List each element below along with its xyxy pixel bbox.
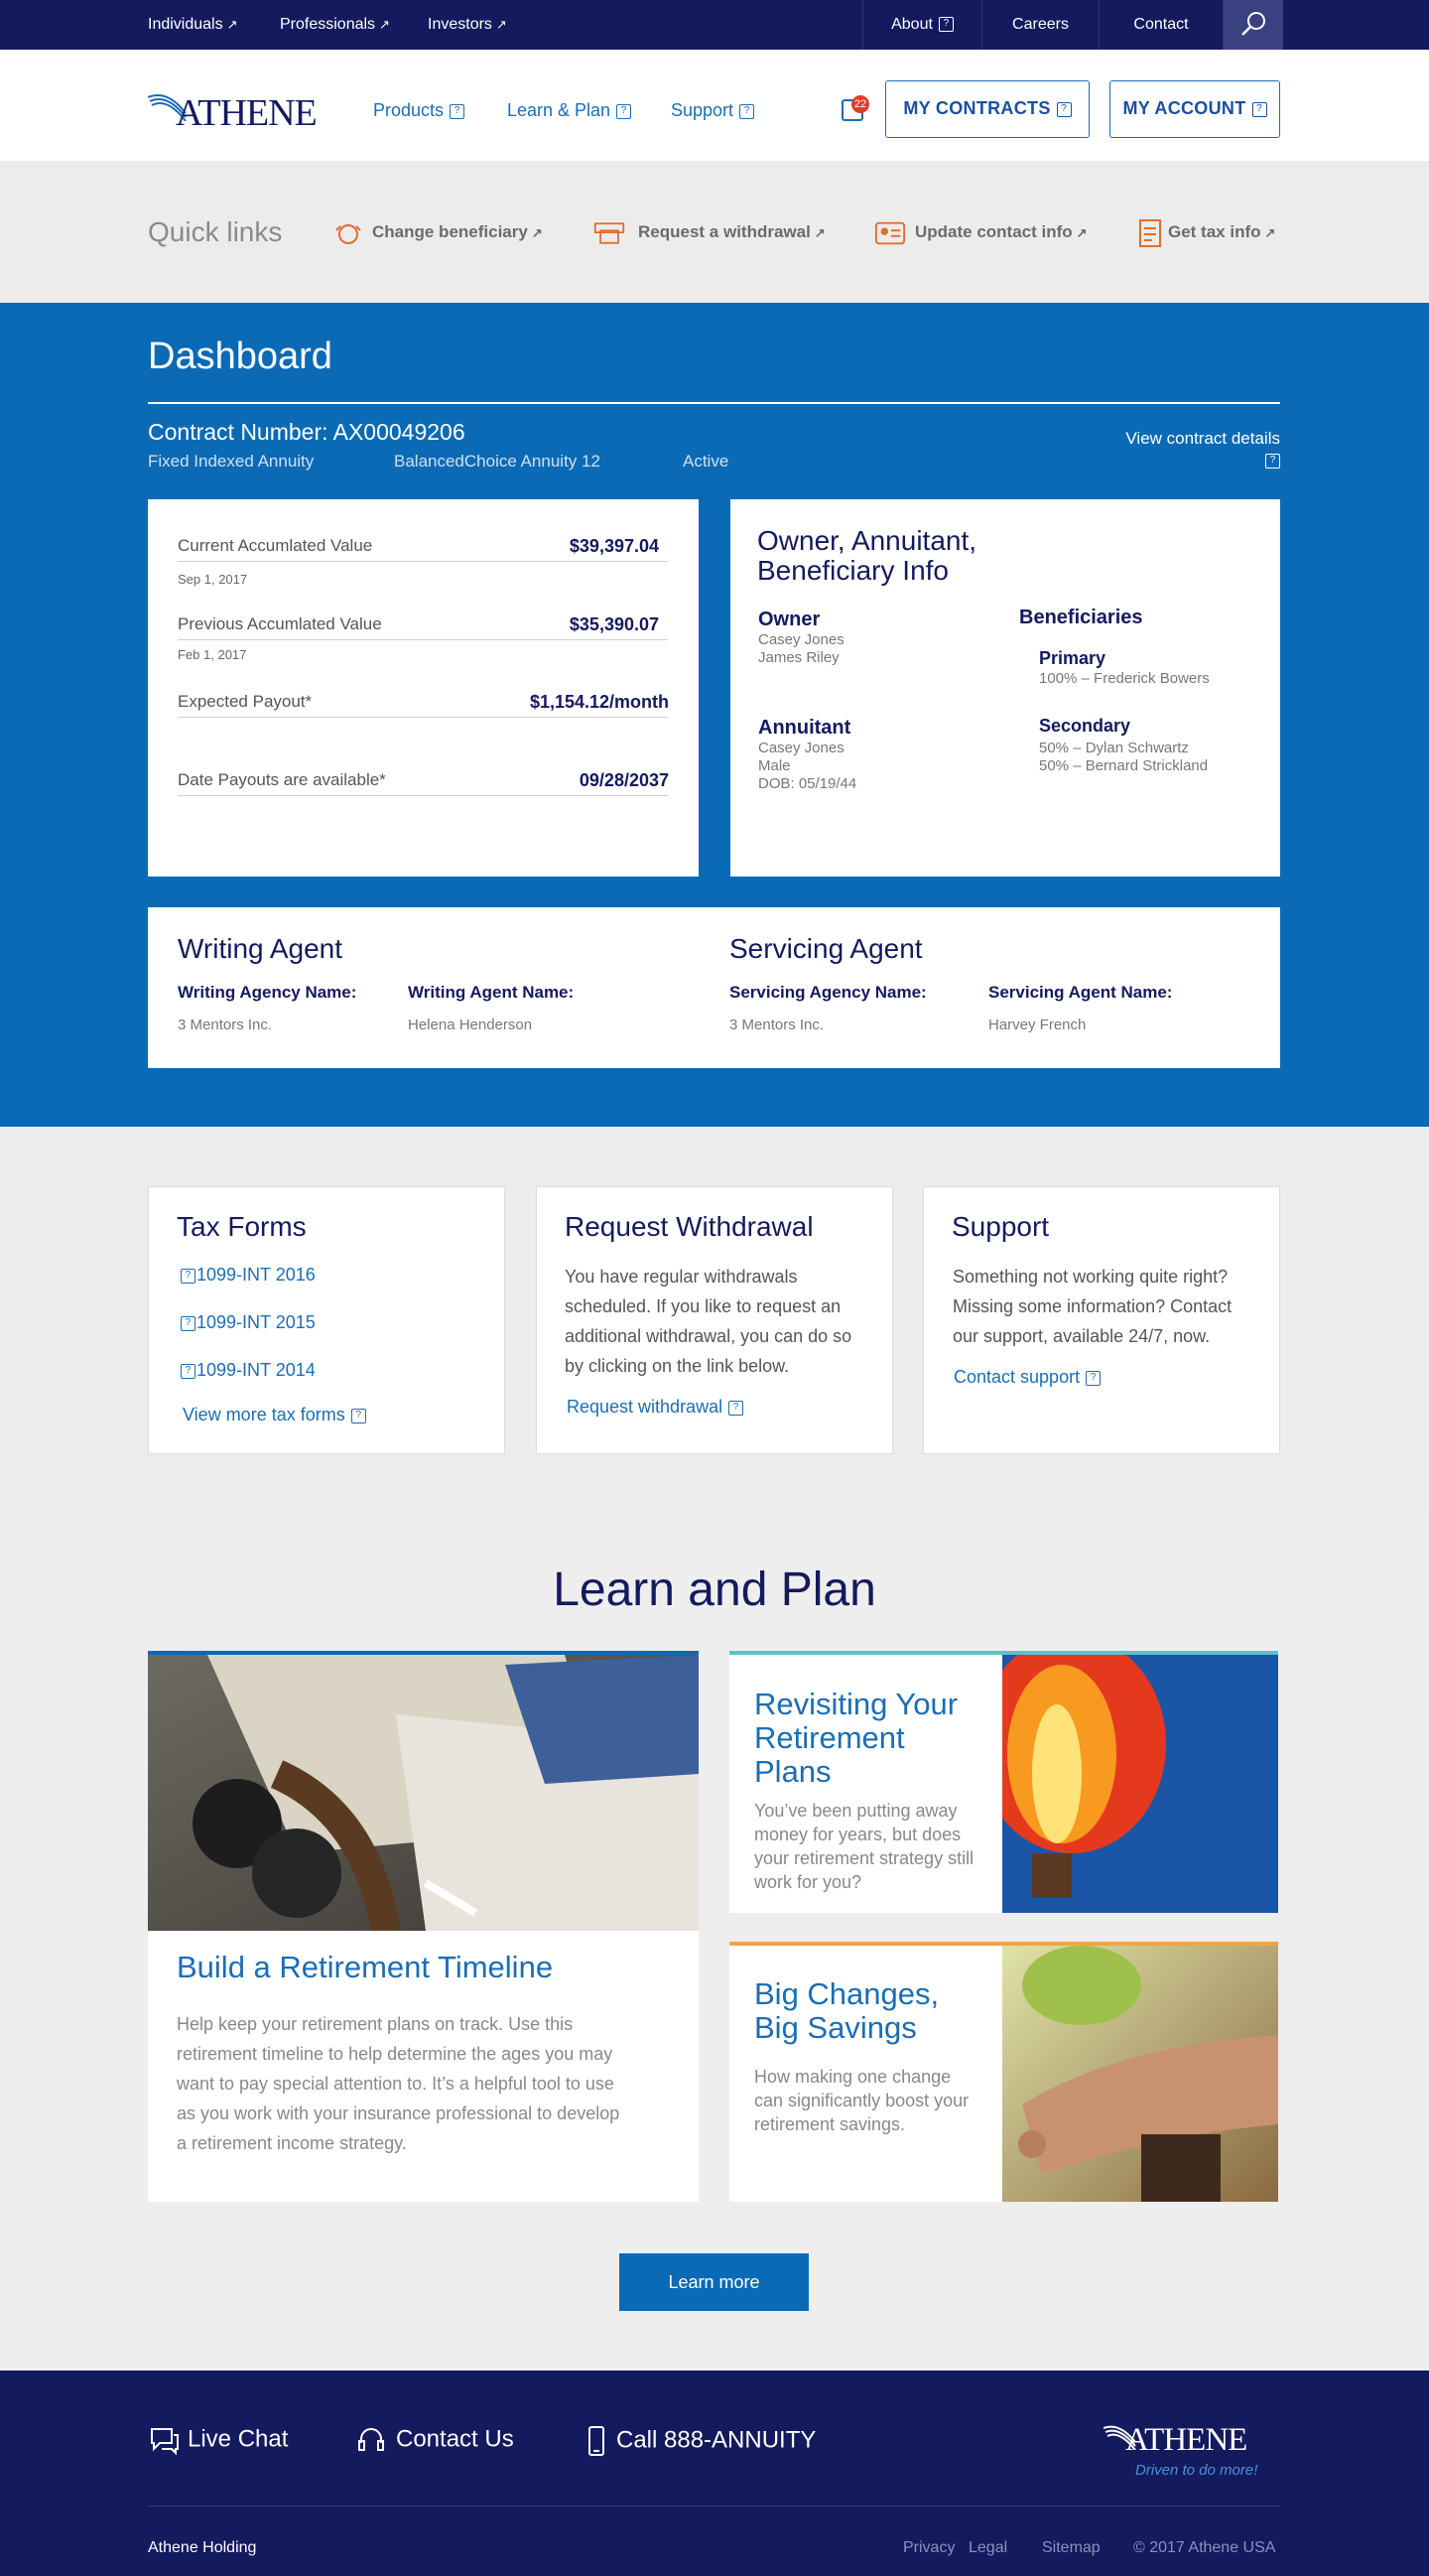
link-label: Request withdrawal <box>567 1397 723 1417</box>
quick-link-tax-info[interactable] <box>1168 222 1275 242</box>
topnav-label: Professionals <box>280 16 376 33</box>
previous-value-label: Previous Accumlated Value <box>178 614 382 633</box>
logo-text: ATHENE <box>1125 2422 1247 2458</box>
secondary-beneficiary-label: Secondary <box>1039 716 1131 736</box>
my-contracts-button[interactable] <box>885 80 1090 138</box>
secondary-beneficiaries <box>1039 740 1208 775</box>
nav-label: Learn & Plan <box>507 100 611 120</box>
quick-link-request-withdrawal[interactable] <box>638 222 826 242</box>
document-icon: ? <box>181 1364 195 1379</box>
current-value: $39,397.04 <box>569 536 659 556</box>
link-label: View contract details <box>1125 429 1280 448</box>
owner-name: James Riley <box>758 649 840 666</box>
link-label: 1099-INT 2016 <box>196 1265 316 1285</box>
help-icon: ? <box>1057 102 1072 117</box>
card-text: How making one change can significantly boost your retirement savings. <box>754 2067 970 2134</box>
topnav-professionals[interactable] <box>280 16 390 34</box>
chat-icon <box>148 2425 180 2455</box>
legal-link[interactable]: Legal <box>969 2539 1008 2556</box>
tile-title: Support <box>952 1211 1050 1242</box>
contact-card-icon <box>874 218 906 248</box>
nav-label: Support <box>671 100 734 120</box>
help-icon: ? <box>1086 1371 1101 1386</box>
link-label: 1099-INT 2015 <box>196 1312 316 1332</box>
topnav-contact[interactable]: Contact <box>1099 0 1224 50</box>
topnav-label: About <box>891 16 933 33</box>
expected-payout: $1,154.12/month <box>529 692 669 712</box>
help-icon: ? <box>450 104 464 119</box>
topnav-investors[interactable] <box>428 16 507 34</box>
previous-value: $35,390.07 <box>569 614 659 634</box>
divider <box>148 2506 1280 2507</box>
external-arrow-icon: ↗ <box>531 225 543 240</box>
quick-link-label: Update contact info <box>915 222 1073 241</box>
divider <box>178 795 668 796</box>
quick-link-label: Request a withdrawal <box>638 222 811 241</box>
help-icon: ? <box>1252 102 1267 117</box>
hot-air-balloon-image <box>1002 1655 1278 1913</box>
annuitant-line: Male <box>758 757 791 774</box>
quick-links-title: Quick links <box>148 216 283 247</box>
tax-form-link[interactable] <box>181 1312 316 1333</box>
card-text: You’ve been putting away money for years, but does your retirement strategy still work for you? <box>754 1801 974 1892</box>
writing-agent-title: Writing Agent <box>178 933 343 964</box>
tile-text: Something not working quite right? Missing some information? Contact our support, available 24/7, now. <box>953 1267 1233 1346</box>
withdrawal-icon <box>593 218 625 248</box>
owner-name: Casey Jones <box>758 631 844 648</box>
tile-text: You have regular withdrawals scheduled. If you like to request an additional withdrawal, you can do so by clicking on the link below. <box>565 1267 852 1376</box>
divider <box>178 561 668 562</box>
owner-names <box>758 631 844 667</box>
external-arrow-icon: ↗ <box>226 17 238 32</box>
document-icon: ? <box>181 1316 195 1331</box>
topnav-careers[interactable]: Careers <box>981 0 1099 50</box>
agents-card <box>148 907 1280 1068</box>
title-line: Beneficiary Info <box>757 555 949 586</box>
link-label: 1099-INT 2014 <box>196 1360 316 1380</box>
button-label: MY ACCOUNT <box>1122 98 1246 118</box>
expected-payout-label: Expected Payout* <box>178 692 313 711</box>
privacy-link[interactable]: Privacy <box>903 2539 956 2556</box>
dashboard-title: Dashboard <box>148 336 332 377</box>
footer <box>0 2371 1429 2576</box>
writing-agency: 3 Mentors Inc. <box>178 1017 273 1033</box>
link-label: Contact support <box>954 1367 1081 1387</box>
logo-text: ATHENE <box>176 92 317 134</box>
big-changes-card[interactable] <box>729 1942 1278 2202</box>
headset-icon <box>356 2425 386 2455</box>
nav-learn-plan[interactable] <box>507 100 631 121</box>
nav-products[interactable] <box>373 100 464 121</box>
help-icon: ? <box>616 104 631 119</box>
request-withdrawal-tile <box>536 1186 893 1454</box>
help-icon: ? <box>739 104 754 119</box>
button-label: MY CONTRACTS <box>903 98 1051 118</box>
athene-logo[interactable] <box>148 89 336 134</box>
primary-beneficiary-label: Primary <box>1039 648 1106 668</box>
tax-document-icon <box>1137 218 1163 248</box>
revisiting-retirement-card[interactable] <box>729 1651 1278 1913</box>
dashboard-section <box>0 303 1429 1127</box>
footer-link-label: Contact Us <box>396 2425 514 2453</box>
external-arrow-icon: ↗ <box>1076 225 1088 240</box>
copyright: © 2017 Athene USA <box>1133 2539 1276 2556</box>
contract-values-card <box>148 499 699 877</box>
footer-tagline: Driven to do more! <box>1135 2462 1258 2479</box>
external-arrow-icon: ↗ <box>1264 225 1276 240</box>
tax-forms-tile <box>148 1186 505 1454</box>
support-tile <box>923 1186 1280 1454</box>
sitemap-link[interactable]: Sitemap <box>1042 2539 1101 2556</box>
call-link[interactable] <box>586 2425 816 2457</box>
search-icon <box>1224 0 1283 50</box>
writing-agency-label: Writing Agency Name: <box>178 983 357 1002</box>
map-binoculars-image <box>148 1655 699 1931</box>
main-header <box>0 50 1429 161</box>
notifications-button[interactable] <box>840 95 869 123</box>
product-name: BalancedChoice Annuity 12 <box>394 452 600 471</box>
current-value-label: Current Accumlated Value <box>178 536 373 555</box>
retirement-timeline-card[interactable] <box>148 1651 699 2202</box>
servicing-agent-label: Servicing Agent Name: <box>988 983 1173 1002</box>
payout-date-label: Date Payouts are available* <box>178 770 386 789</box>
document-icon: ? <box>181 1269 195 1284</box>
owner-info-title <box>757 526 976 586</box>
view-contract-details-link[interactable] <box>1125 429 1280 469</box>
link-label: View more tax forms <box>183 1405 345 1424</box>
product-type: Fixed Indexed Annuity <box>148 452 315 471</box>
contract-status: Active <box>683 452 729 471</box>
quick-link-change-beneficiary[interactable] <box>372 222 543 242</box>
topnav-label: Investors <box>428 16 492 33</box>
topnav-label: Individuals <box>148 16 223 33</box>
writing-agent: Helena Henderson <box>408 1017 533 1033</box>
external-arrow-icon: ↗ <box>379 17 390 32</box>
my-account-button[interactable] <box>1109 80 1280 138</box>
help-icon: ? <box>728 1401 743 1416</box>
nav-label: Products <box>373 100 445 120</box>
phone-icon <box>586 2425 606 2457</box>
annuitant-label: Annuitant <box>758 717 851 739</box>
card-title: Revisiting Your Retirement Plans <box>754 1687 959 1789</box>
card-text: Help keep your retirement plans on track. Use this retirement timeline to help determine the ages you may want to pay special attention to. It’s a helpful tool to use as you work with your insurance professional to develop a retirement income strategy. <box>177 2014 620 2153</box>
learn-more-button[interactable]: Learn more <box>619 2253 809 2311</box>
secondary-beneficiary: 50% – Bernard Strickland <box>1039 757 1209 774</box>
athene-holding: Athene Holding <box>148 2539 257 2556</box>
topnav-individuals[interactable] <box>148 16 238 34</box>
footer-logo[interactable] <box>1104 2422 1282 2482</box>
owner-info-card <box>730 499 1280 877</box>
servicing-agent: Harvey French <box>988 1017 1087 1033</box>
servicing-agency: 3 Mentors Inc. <box>729 1017 825 1033</box>
hand-plant-image <box>1002 1946 1278 2202</box>
quick-links-bar <box>0 161 1429 303</box>
payout-date: 09/28/2037 <box>579 770 669 790</box>
learn-plan-title: Learn and Plan <box>553 1563 876 1616</box>
beneficiaries-label: Beneficiaries <box>1019 607 1143 628</box>
owner-label: Owner <box>758 609 821 630</box>
topnav-about[interactable] <box>862 0 981 50</box>
primary-beneficiary: 100% – Frederick Bowers <box>1039 670 1210 687</box>
notification-badge: 22 <box>851 95 869 113</box>
servicing-agency-label: Servicing Agency Name: <box>729 983 927 1002</box>
secondary-beneficiary: 50% – Dylan Schwartz <box>1039 740 1189 756</box>
contract-number: Contract Number: AX00049206 <box>148 419 465 445</box>
footer-link-label: Call 888-ANNUITY <box>616 2426 817 2454</box>
change-beneficiary-icon <box>332 218 364 248</box>
annuitant-details <box>758 740 856 793</box>
live-chat-link[interactable] <box>148 2425 288 2455</box>
footer-link-label: Live Chat <box>188 2425 289 2453</box>
card-title: Build a Retirement Timeline <box>177 1950 554 1984</box>
contact-support-link[interactable] <box>954 1367 1101 1388</box>
external-arrow-icon: ↗ <box>814 225 826 240</box>
help-icon: ? <box>939 17 954 32</box>
view-more-tax-forms-link[interactable] <box>183 1405 366 1425</box>
previous-value-date: Feb 1, 2017 <box>178 647 247 662</box>
tax-form-link[interactable] <box>181 1265 316 1286</box>
contact-us-link[interactable] <box>356 2425 514 2455</box>
help-icon: ? <box>1265 454 1280 469</box>
quick-link-label: Change beneficiary <box>372 222 528 241</box>
annuitant-line: Casey Jones <box>758 740 844 756</box>
servicing-agent-title: Servicing Agent <box>729 933 923 964</box>
card-title: Big Changes, Big Savings <box>754 1976 940 2045</box>
request-withdrawal-link[interactable] <box>567 1397 743 1418</box>
writing-agent-label: Writing Agent Name: <box>408 983 575 1002</box>
divider <box>178 639 668 640</box>
title-line: Owner, Annuitant, <box>757 525 977 556</box>
top-utility-bar <box>0 0 1429 50</box>
help-icon: ? <box>351 1409 366 1424</box>
divider <box>178 717 668 718</box>
quick-link-update-contact[interactable] <box>915 222 1088 242</box>
tile-title: Tax Forms <box>177 1211 307 1242</box>
annuitant-line: DOB: 05/19/44 <box>758 775 857 792</box>
tile-title: Request Withdrawal <box>565 1211 814 1242</box>
divider <box>148 402 1280 404</box>
current-value-date: Sep 1, 2017 <box>178 572 248 587</box>
search-button[interactable] <box>1224 0 1283 50</box>
quick-link-label: Get tax info <box>1168 222 1261 241</box>
nav-support[interactable] <box>671 100 754 121</box>
tax-form-link[interactable] <box>181 1360 316 1381</box>
external-arrow-icon: ↗ <box>495 17 507 32</box>
